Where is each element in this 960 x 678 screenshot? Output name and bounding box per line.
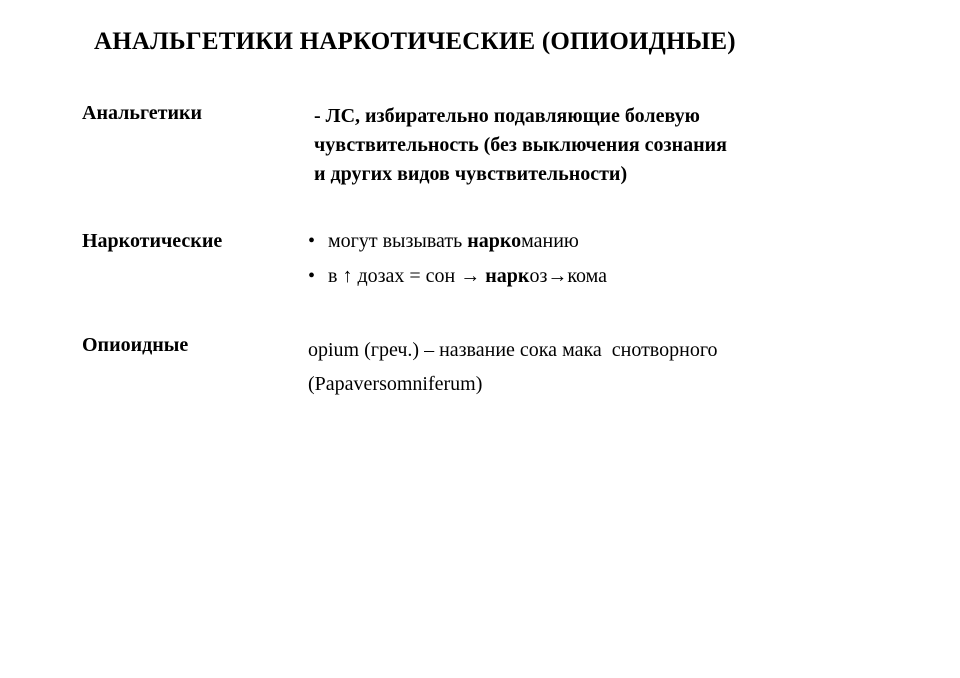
definition-analgesics	[314, 102, 874, 189]
definition-line: и других видов чувствительности)	[314, 163, 628, 185]
definition-line: чувствительность (без выключения сознания	[314, 134, 727, 156]
bullet-marker: •	[308, 265, 316, 287]
list-item	[308, 264, 607, 288]
definition-opioid	[308, 333, 718, 401]
definition-line: opium (греч.) – название сока мака снотворного	[308, 339, 718, 361]
list-item	[308, 229, 607, 253]
bullet-text-bold: нарк	[485, 265, 530, 287]
narcotic-bullet-list	[308, 229, 607, 299]
bullet-text-bold: нарко	[467, 230, 522, 252]
bullet-text-post: оз→кома	[529, 265, 608, 287]
term-opioid: Опиоидные	[82, 334, 189, 356]
definition-line: - ЛС, избирательно подавляющие болевую	[314, 105, 700, 127]
slide-title: АНАЛЬГЕТИКИ НАРКОТИЧЕСКИЕ (ОПИОИДНЫЕ)	[94, 28, 736, 55]
definition-line: (Papaversomniferum)	[308, 373, 483, 395]
bullet-text-pre: могут вызывать	[328, 230, 468, 252]
bullet-text-pre: в ↑ дозах = сон →	[328, 265, 486, 287]
term-narcotic: Наркотические	[82, 230, 223, 252]
term-analgesics: Анальгетики	[82, 102, 203, 124]
bullet-marker: •	[308, 230, 316, 252]
bullet-text-post: манию	[521, 230, 579, 252]
